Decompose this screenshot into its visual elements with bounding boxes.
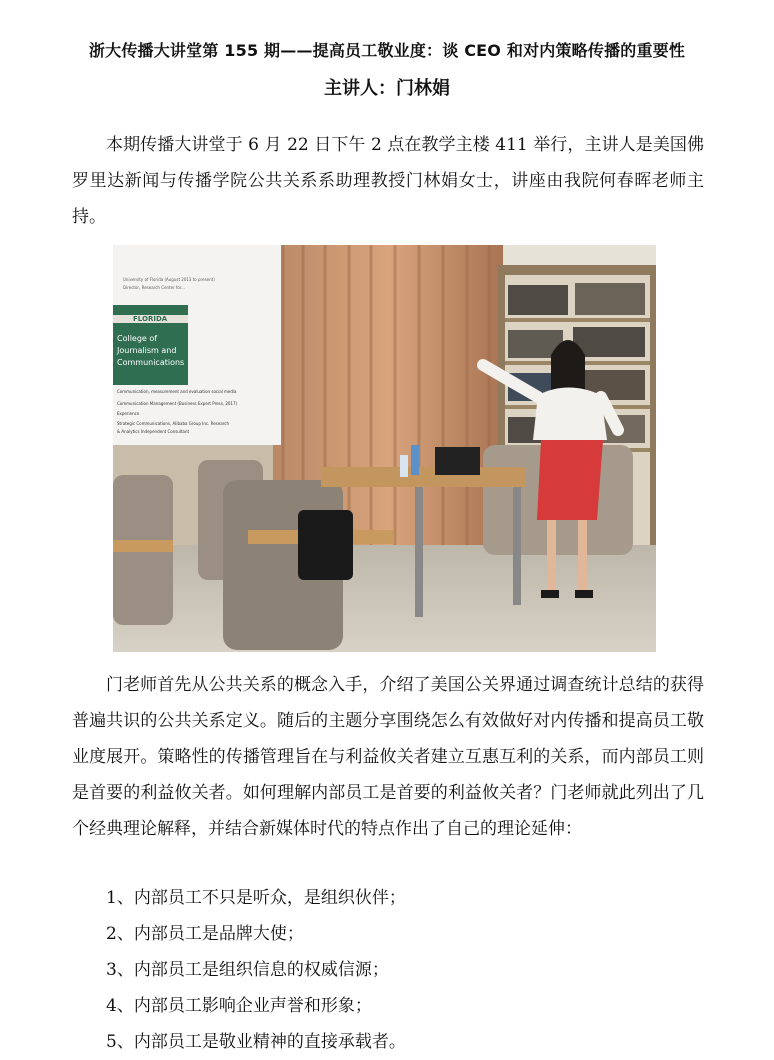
slide-college-2: Journalism and: [117, 346, 177, 355]
body-paragraph: 门老师首先从公共关系的概念入手，介绍了美国公关界通过调查统计总结的获得普遍共识的公共关系定义。随后的主题分享围绕怎么有效做好对内传播和提高员工敬业度展开。策略性的传播管理旨在与利益攸关者建立互惠互利的关系，而内部员工则是首要的利益攸关者。如何理解内部员工是首要的利益攸关者？门老师就此列出了几个经典理论解释，并结合新媒体时代的特点作出了自己的理论延伸：: [72, 675, 704, 839]
slide-line-a: Communication, measurement and evaluation social media: [117, 389, 237, 394]
list-item: 1、内部员工不只是听众，是组织伙伴；: [106, 888, 406, 908]
slide-logo-word: FLORIDA: [133, 315, 168, 323]
slide-line-b: Communication Management (Business Expert Press, 2017): [117, 401, 238, 406]
list-item: 4、内部员工影响企业声誉和形象；: [106, 996, 372, 1016]
slide-line-d: Strategic Communications, Alibaba Group Inc. Research: [117, 421, 229, 426]
lecture-title: 浙大传播大讲堂第 155 期——提高员工敬业度：谈 CEO 和对内策略传播的重要性: [88, 41, 686, 60]
slide-college-1: College of: [117, 334, 158, 343]
slide-center: Director, Research Center for...: [123, 285, 185, 290]
projected-slide: [113, 245, 281, 445]
slide-line-c: Experience: [117, 411, 140, 416]
intro-paragraph: 本期传播大讲堂于 6 月 22 日下午 2 点在教学主楼 411 举行，主讲人是美国佛罗里达新闻与传播学院公共关系系助理教授门林娟女士，讲座由我院何春晖老师主持。: [72, 135, 704, 227]
points-list: [106, 880, 706, 1060]
slide-line-e: & Analytics Independent Consultant: [117, 429, 190, 434]
photo-bag: [298, 510, 353, 580]
list-item: 5、内部员工是敬业精神的直接承载者。: [106, 1032, 406, 1052]
slide-university: University of Florida (August 2013 to present): [123, 277, 215, 282]
list-item: 2、内部员工是品牌大使；: [106, 924, 304, 944]
slide-college-3: Communications: [117, 358, 185, 367]
speaker-line: 主讲人：门林娟: [324, 78, 450, 99]
lecture-photo: [113, 245, 656, 652]
photo-floor: [113, 545, 656, 652]
list-item: 3、内部员工是组织信息的权威信源；: [106, 960, 389, 980]
